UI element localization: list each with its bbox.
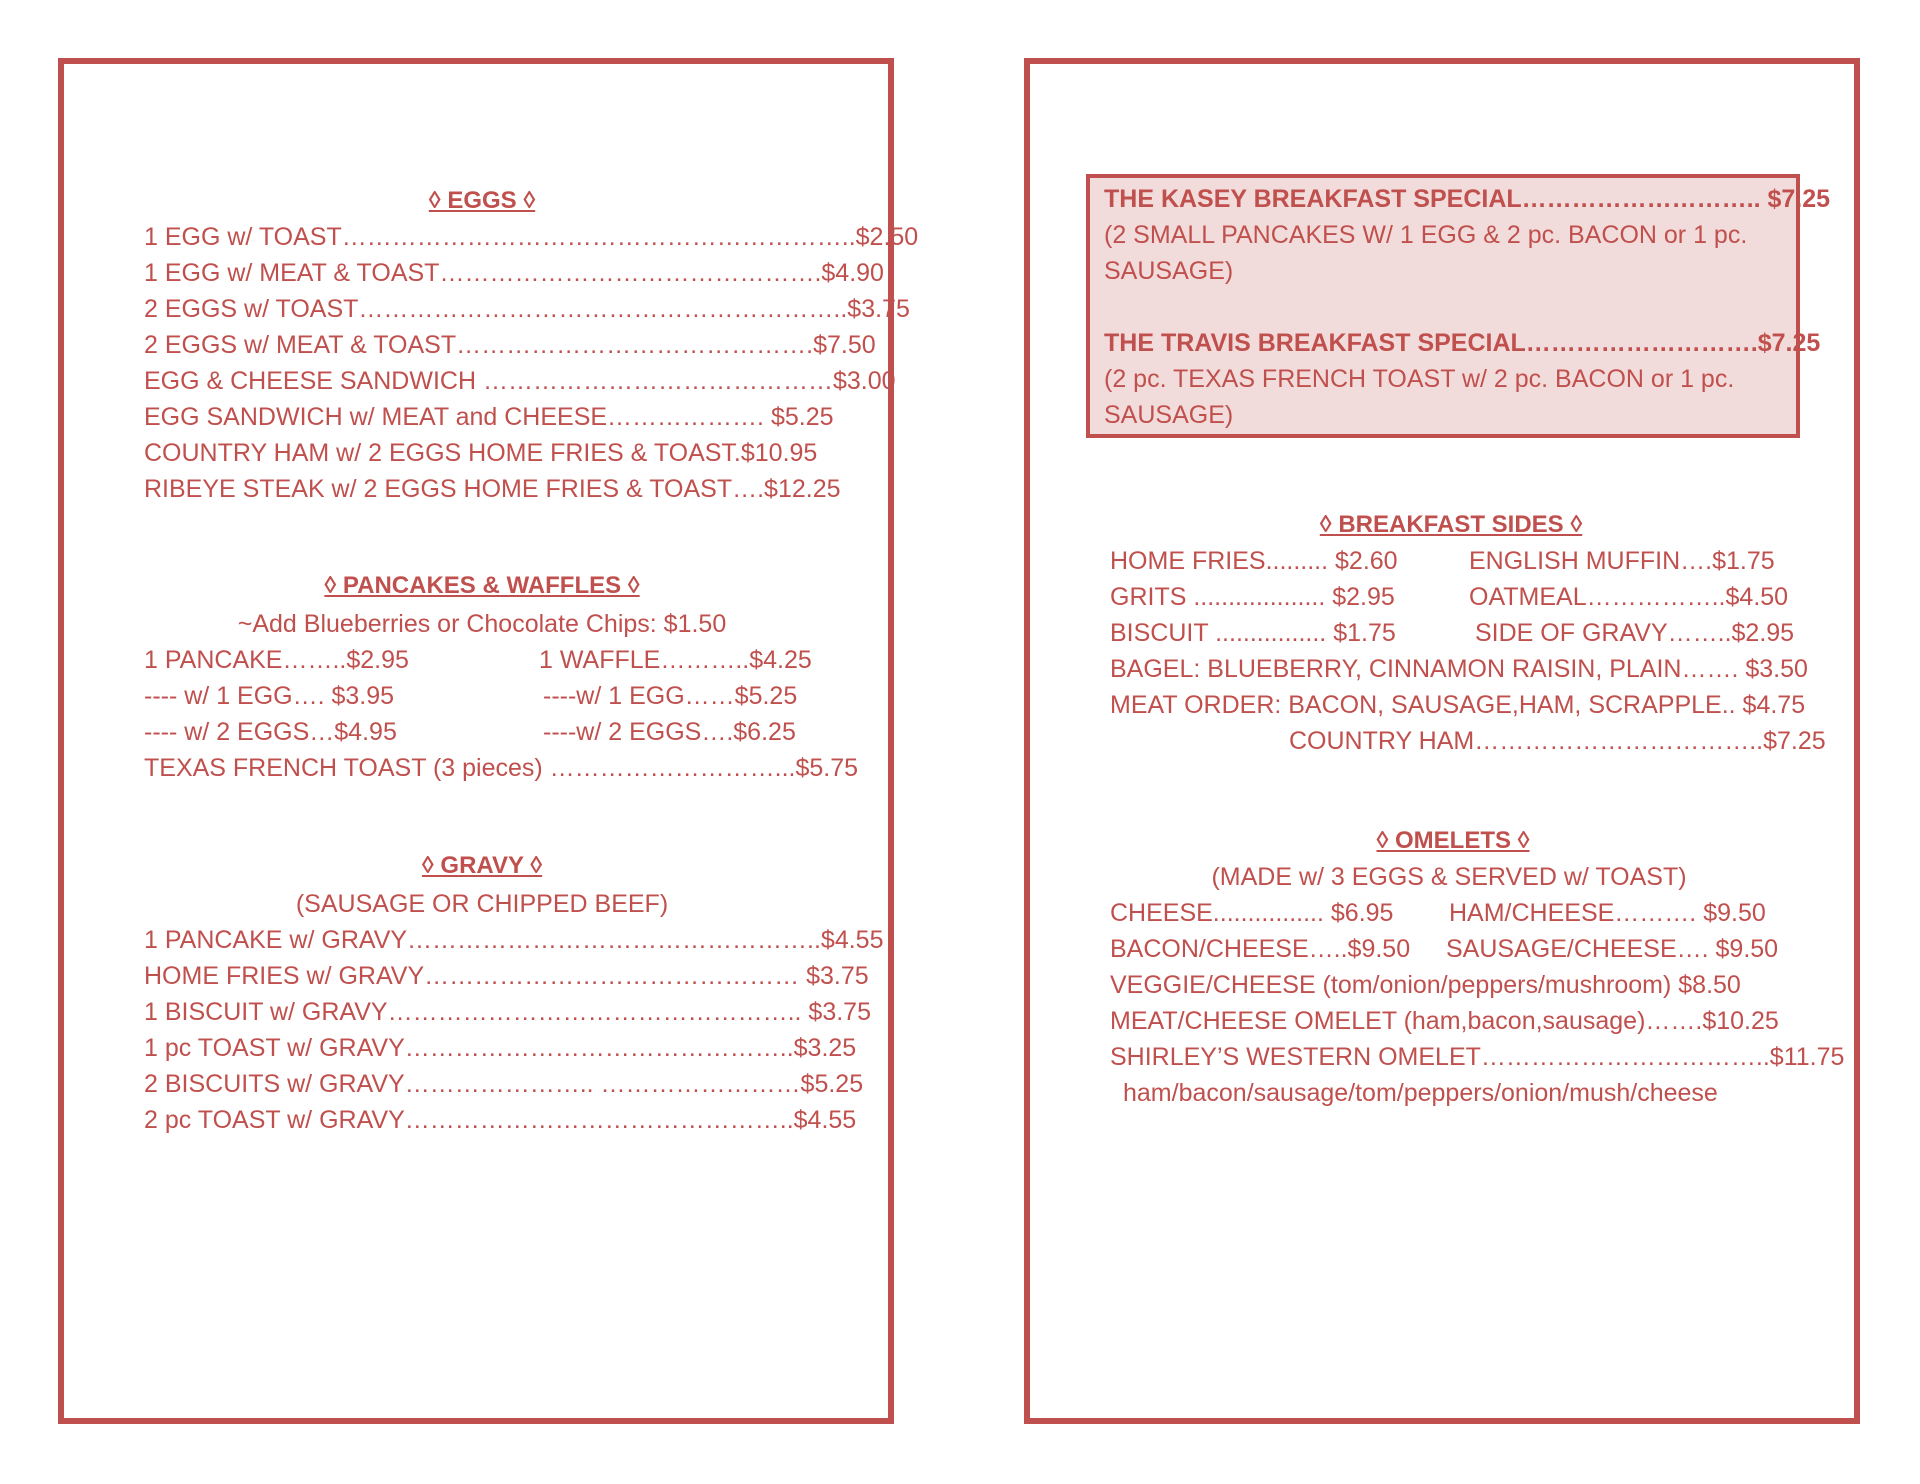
menu-item: COUNTRY HAM w/ 2 EGGS HOME FRIES & TOAST.$10.95 bbox=[144, 439, 818, 467]
pancake-item: ---- w/ 1 EGG…. $3.95 bbox=[144, 682, 395, 710]
menu-item: 1 BISCUIT w/ GRAVY………………………………………….. $3.75 bbox=[144, 998, 871, 1026]
side-item: GRITS ................... $2.95 bbox=[1110, 583, 1395, 611]
pancake-item: ---- w/ 2 EGGS…$4.95 bbox=[144, 718, 397, 746]
side-item: BISCUIT ................ $1.75 bbox=[1110, 619, 1396, 647]
omelet-item: VEGGIE/CHEESE (tom/onion/peppers/mushroom) $8.50 bbox=[1110, 971, 1741, 999]
side-item: OATMEAL……………..$4.50 bbox=[1469, 583, 1789, 611]
side-item: SIDE OF GRAVY……..$2.95 bbox=[1475, 619, 1795, 647]
western-omelet-desc: ham/bacon/sausage/tom/peppers/onion/mush/cheese bbox=[1123, 1079, 1718, 1107]
menu-item: 2 pc TOAST w/ GRAVY………………………………………..$4.55 bbox=[144, 1106, 857, 1134]
menu-item: EGG SANDWICH w/ MEAT and CHEESE………………. $5.25 bbox=[144, 403, 834, 431]
menu-item: 2 BISCUITS w/ GRAVY………………….. ……………………$5.25 bbox=[144, 1070, 864, 1098]
waffle-item: ----w/ 2 EGGS….$6.25 bbox=[543, 718, 796, 746]
omelet-item: CHEESE................ $6.95 bbox=[1110, 899, 1394, 927]
meat-order-item: MEAT ORDER: BACON, SAUSAGE,HAM, SCRAPPLE.. $4.75 bbox=[1110, 691, 1806, 719]
kasey-special-desc: (2 SMALL PANCAKES W/ 1 EGG & 2 pc. BACON or 1 pc. bbox=[1104, 221, 1748, 249]
side-item: HOME FRIES......... $2.60 bbox=[1110, 547, 1398, 575]
specials-box bbox=[1086, 174, 1831, 438]
menu-item: 1 EGG w/ TOAST……………………………………………………..$2.50 bbox=[144, 223, 919, 251]
waffle-item: ----w/ 1 EGG……$5.25 bbox=[543, 682, 798, 710]
french-toast-item: TEXAS FRENCH TOAST (3 pieces) ………………………...$5.75 bbox=[144, 754, 859, 782]
menu-item: 1 PANCAKE w/ GRAVY…………………………………………..$4.55 bbox=[144, 926, 884, 954]
travis-special-desc: SAUSAGE) bbox=[1104, 401, 1234, 429]
kasey-special-desc: SAUSAGE) bbox=[1104, 257, 1234, 285]
bagel-item: BAGEL: BLUEBERRY, CINNAMON RAISIN, PLAIN……. $3.50 bbox=[1110, 655, 1808, 683]
menu-item: 2 EGGS w/ MEAT & TOAST…………………………………….$7.50 bbox=[144, 331, 876, 359]
omelet-item: MEAT/CHEESE OMELET (ham,bacon,sausage)…….$10.25 bbox=[1110, 1007, 1779, 1035]
menu-item: 2 EGGS w/ TOAST…………………………………………………..$3.75 bbox=[144, 295, 910, 323]
country-ham-item: COUNTRY HAM……………………………..$7.25 bbox=[1289, 727, 1826, 755]
menu-item: 1 pc TOAST w/ GRAVY………………………………………..$3.25 bbox=[144, 1034, 857, 1062]
omelet-item: HAM/CHEESE………. $9.50 bbox=[1449, 899, 1766, 927]
menu-item: RIBEYE STEAK w/ 2 EGGS HOME FRIES & TOAST….$12.25 bbox=[144, 475, 841, 503]
omelet-item: SAUSAGE/CHEESE…. $9.50 bbox=[1446, 935, 1779, 963]
waffle-item: 1 WAFFLE………..$4.25 bbox=[539, 646, 812, 674]
menu-item: EGG & CHEESE SANDWICH ……………………………………$3.00 bbox=[144, 367, 896, 395]
omelet-item: SHIRLEY’S WESTERN OMELET……………………………..$11.75 bbox=[1110, 1043, 1845, 1071]
menu-item: HOME FRIES w/ GRAVY……………………………………… $3.75 bbox=[144, 962, 869, 990]
travis-special-title: THE TRAVIS BREAKFAST SPECIAL……………………….$7.25 bbox=[1104, 329, 1821, 357]
side-item: ENGLISH MUFFIN….$1.75 bbox=[1469, 547, 1775, 575]
pancake-item: 1 PANCAKE……..$2.95 bbox=[144, 646, 409, 674]
kasey-special-title: THE KASEY BREAKFAST SPECIAL……………………….. $7.25 bbox=[1104, 185, 1831, 213]
menu-item: 1 EGG w/ MEAT & TOAST……………………………………….$4.90 bbox=[144, 259, 884, 287]
travis-special-desc: (2 pc. TEXAS FRENCH TOAST w/ 2 pc. BACON or 1 pc. bbox=[1104, 365, 1735, 393]
omelet-item: BACON/CHEESE…..$9.50 bbox=[1110, 935, 1411, 963]
